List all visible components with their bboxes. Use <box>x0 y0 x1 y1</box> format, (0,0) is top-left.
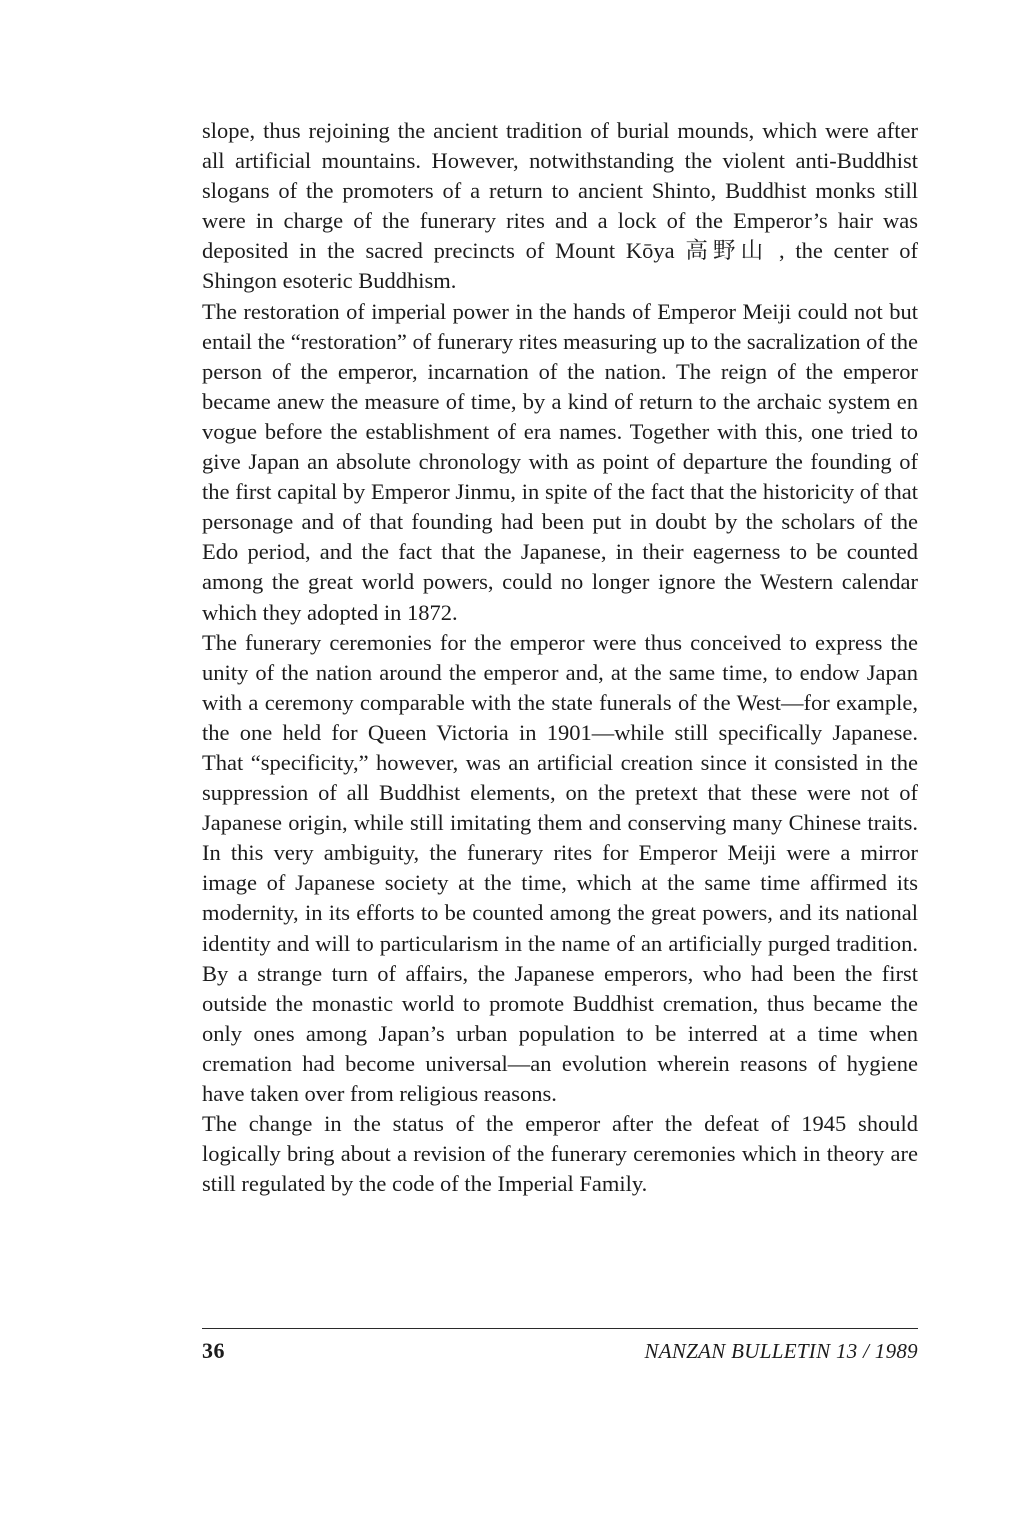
footer-row <box>202 1338 918 1364</box>
page-footer <box>202 1328 918 1364</box>
running-head: NANZAN BULLETIN 13 / 1989 <box>644 1339 918 1363</box>
footer-rule <box>202 1328 918 1329</box>
paragraph-2: The restoration of imperial power in the hands of Emperor Meiji could not but entail the “restoration” of funerary rites measuring up to the sacralization of the person of the emperor, incarnation of the nation. The reign of the emperor became anew the measure of time, by a kind of return to the archaic system en vogue before the establishment of era names. Together with this, one tried to give Japan an absolute chronology with as point of departure the founding of the first capital by Emperor Jinmu, in spite of the fact that the historicity of that personage and of that founding had been put in doubt by the scholars of the Edo period, and the fact that the Japanese, in their eagerness to be counted among the great world powers, could no longer ignore the Western calendar which they adopted in 1872. <box>202 298 918 625</box>
page-number: 36 <box>202 1338 225 1363</box>
paragraph-4: The change in the status of the emperor after the defeat of 1945 should logically bring about a revision of the funerary ceremonies which in theory are still regulated by the code of the Imperial Family. <box>202 1111 918 1197</box>
paragraph-3: The funerary ceremonies for the emperor were thus conceived to express the unity of the nation around the emperor and, at the same time, to endow Japan with a ceremony comparable with the state funerals of the West—for example, the one held for Queen Victoria in 1901—while still specifically Japanese. That “specificity,” however, was an artificial creation since it consisted in the suppression of all Buddhist elements, on the pretext that these were not of Japanese origin, while still imitating them and conserving many Chinese traits. In this very ambiguity, the funerary rites for Emperor Meiji were a mirror image of Japanese society at the time, which at the same time affirmed its modernity, in its efforts to be counted among the great powers, and its national identity and will to particularism in the name of an artificially purged tradition. By a strange turn of affairs, the Japanese emperors, who had been the first outside the monastic world to promote Buddhist cremation, thus became the only ones among Japan’s urban population to be interred at a time when cremation had become universal—an evolution wherein reasons of hygiene have taken over from religious reasons. <box>202 629 918 1106</box>
paragraph-1: slope, thus rejoining the ancient tradition of burial mounds, which were after all artificial mountains. However, notwithstanding the violent anti-Buddhist slogans of the promoters of a return to ancient Shinto, Buddhist monks still were in charge of the funerary rites and a lock of the Emperor’s hair was deposited in the sacred precincts of Mount Kōya 高野山 , the center of Shingon esoteric Buddhism. <box>202 118 918 294</box>
page-body <box>202 116 918 1199</box>
